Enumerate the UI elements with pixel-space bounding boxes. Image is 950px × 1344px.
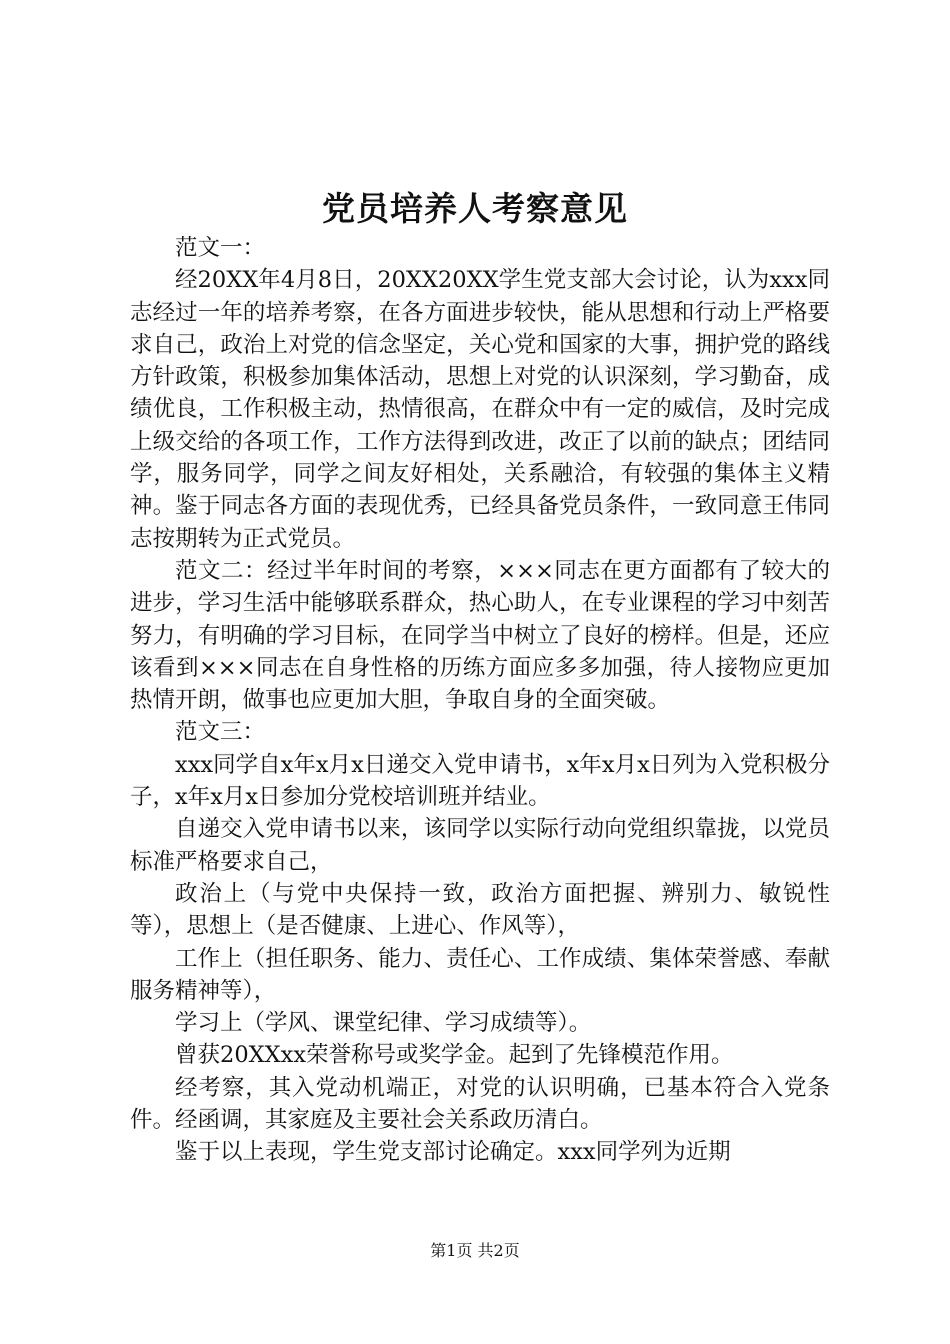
paragraph-conclusion: 鉴于以上表现，学生党支部讨论确定。xxx同学列为近期 [175, 1139, 731, 1166]
page-number-footer: 第1页 共2页 [430, 1241, 520, 1260]
paragraph-sample-one-heading: 范文一： [175, 235, 266, 261]
paragraph-application-dates: xxx同学自x年x月x日递交入党申请书，x年x月x日列为入党积极分子，x年x月x日参加分党校培训班并结业。 [130, 751, 830, 811]
paragraph-work: 工作上（担任职务、能力、责任心、工作成绩、集体荣誉感、奉献服务精神等）， [130, 945, 830, 1004]
paragraph-assessment: 经考察，其入党动机端正，对党的认识明确，已基本符合入党条件。经函调，其家庭及主要社会关系政历清白。 [130, 1074, 830, 1134]
paragraph-honors: 曾获20XXxx荣誉称号或奖学金。起到了先锋模范作用。 [175, 1042, 734, 1069]
paragraph-sample-three-heading: 范文三： [175, 719, 266, 746]
paragraph-political: 政治上（与党中央保持一致，政治方面把握、辨别力、敏锐性等），思想上（是否健康、上进心、作风等）， [130, 880, 830, 940]
paragraph-study: 学习上（学风、课堂纪律、学习成绩等）。 [175, 1010, 592, 1037]
document-title: 党员培养人考察意见 [322, 189, 628, 228]
paragraph-since-application: 自递交入党申请书以来，该同学以实际行动向党组织靠拢，以党员标准严格要求自己， [130, 816, 830, 875]
paragraph-sample-two: 范文二：经过半年时间的考察，×××同志在更方面都有了较大的进步，学习生活中能够联系群众，热心助人，在专业课程的学习中刻苦努力，有明确的学习目标，在同学当中树立了良好的榜样。但是，还应该看到×××同志在自身性格的历练方面应多多加强，待人接物应更加热情开朗，做事也应更加大胆，争取自身的全面突破。 [130, 557, 830, 714]
paragraph-sample-one-text: 经20XX年4月8日，20XX20XX学生党支部大会讨论，认为xxx同志经过一年的培养考察，在各方面进步较快，能从思想和行动上严格要求自己，政治上对党的信念坚定，关心党和国家的大事，拥护党的路线方针政策，积极参加集体活动，思想上对党的认识深刻，学习勤奋，成绩优良，工作积极主动，热情很高，在群众中有一定的威信，及时完成上级交给的各项工作，工作方法得到改进，改正了以前的缺点；团结同学，服务同学，同学之间友好相处，关系融洽，有较强的集体主义精神。鉴于同志各方面的表现优秀，已经具备党员条件，一致同意王伟同志按期转为正式党员。 [130, 267, 830, 552]
document-body [130, 232, 830, 1169]
